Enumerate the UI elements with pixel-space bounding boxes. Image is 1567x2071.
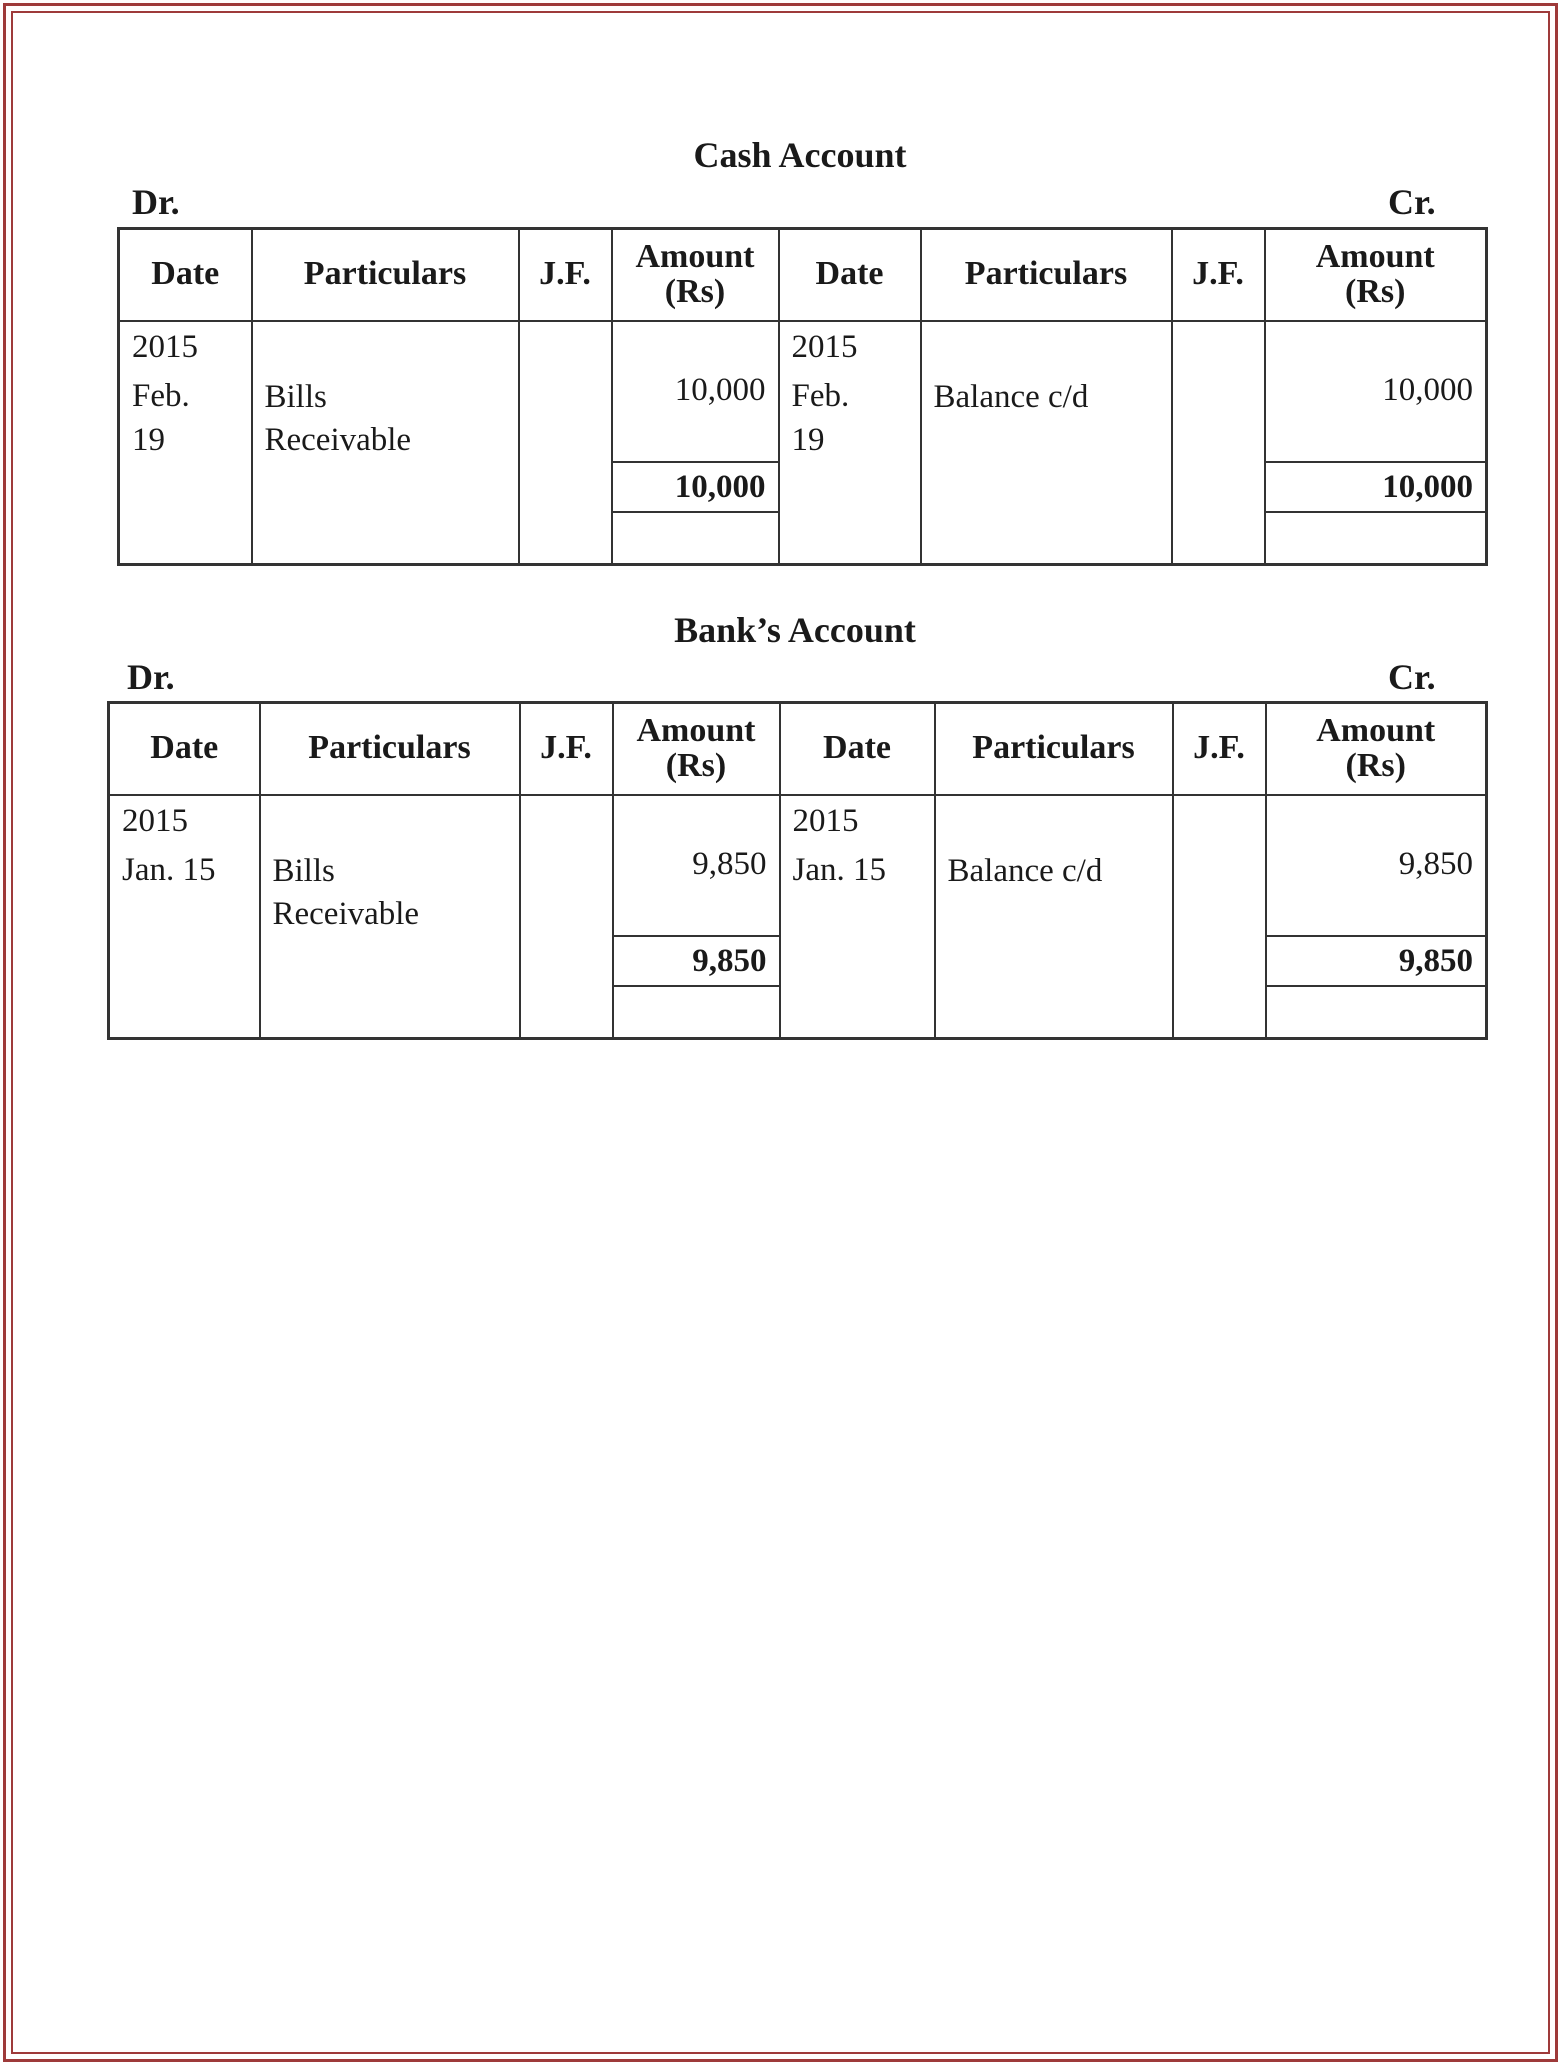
cash-dr-particulars-header: Particulars bbox=[252, 229, 519, 321]
bank-dr-amount-cell bbox=[613, 795, 780, 1039]
cash-account-title: Cash Account bbox=[693, 135, 907, 175]
cash-cr-total: 10,000 bbox=[1266, 461, 1486, 513]
cash-dr-amount: 10,000 bbox=[674, 371, 766, 408]
bank-dr-jf-header: J.F. bbox=[520, 703, 613, 795]
bank-account-dr-label: Dr. bbox=[127, 657, 175, 697]
cash-dr-date-cell: 2015 Feb. 19 bbox=[119, 321, 252, 565]
cash-cr-amount-header: Amount (Rs) bbox=[1265, 229, 1487, 321]
bank-cr-total: 9,850 bbox=[1267, 935, 1486, 987]
bank-cr-particulars-cell: Balance c/d bbox=[935, 795, 1173, 1039]
cash-dr-amount-cell bbox=[612, 321, 779, 565]
bank-cr-particulars-header: Particulars bbox=[935, 703, 1173, 795]
bank-cr-jf-header: J.F. bbox=[1173, 703, 1266, 795]
bank-dr-amount: 9,850 bbox=[692, 845, 767, 882]
bank-account-title: Bank’s Account bbox=[674, 610, 916, 650]
bank-cr-date-cell: 2015 Jan. 15 bbox=[780, 795, 935, 1039]
cash-dr-particulars-cell: Bills Receivable bbox=[252, 321, 519, 565]
bank-account-table bbox=[107, 701, 1488, 1040]
bank-account-cr-label: Cr. bbox=[1388, 657, 1436, 697]
bank-dr-particulars-header: Particulars bbox=[260, 703, 520, 795]
bank-cr-amount-header: Amount (Rs) bbox=[1266, 703, 1487, 795]
cash-account-table bbox=[117, 227, 1488, 566]
cash-account-dr-label: Dr. bbox=[132, 182, 180, 222]
cash-dr-amount-header: Amount (Rs) bbox=[612, 229, 779, 321]
cash-cr-jf-header: J.F. bbox=[1172, 229, 1265, 321]
cash-account-cr-label: Cr. bbox=[1388, 182, 1436, 222]
bank-cr-amount-cell bbox=[1266, 795, 1487, 1039]
bank-cr-date-header: Date bbox=[780, 703, 935, 795]
cash-dr-jf-cell bbox=[519, 321, 612, 565]
cash-cr-date-cell: 2015 Feb. 19 bbox=[779, 321, 921, 565]
cash-cr-amount-cell bbox=[1265, 321, 1487, 565]
cash-cr-particulars-cell: Balance c/d bbox=[921, 321, 1172, 565]
bank-dr-date-header: Date bbox=[109, 703, 260, 795]
bank-dr-particulars-cell: Bills Receivable bbox=[260, 795, 520, 1039]
cash-cr-particulars-header: Particulars bbox=[921, 229, 1172, 321]
cash-dr-date-header: Date bbox=[119, 229, 252, 321]
cash-cr-amount: 10,000 bbox=[1382, 371, 1473, 408]
bank-dr-date-cell: 2015 Jan. 15 bbox=[109, 795, 260, 1039]
bank-cr-jf-cell bbox=[1173, 795, 1266, 1039]
cash-cr-jf-cell bbox=[1172, 321, 1265, 565]
bank-dr-total: 9,850 bbox=[614, 935, 779, 987]
cash-cr-date-header: Date bbox=[779, 229, 921, 321]
cash-dr-total: 10,000 bbox=[613, 461, 778, 513]
bank-dr-jf-cell bbox=[520, 795, 613, 1039]
bank-dr-amount-header: Amount (Rs) bbox=[613, 703, 780, 795]
cash-dr-jf-header: J.F. bbox=[519, 229, 612, 321]
bank-cr-amount: 9,850 bbox=[1398, 845, 1473, 882]
